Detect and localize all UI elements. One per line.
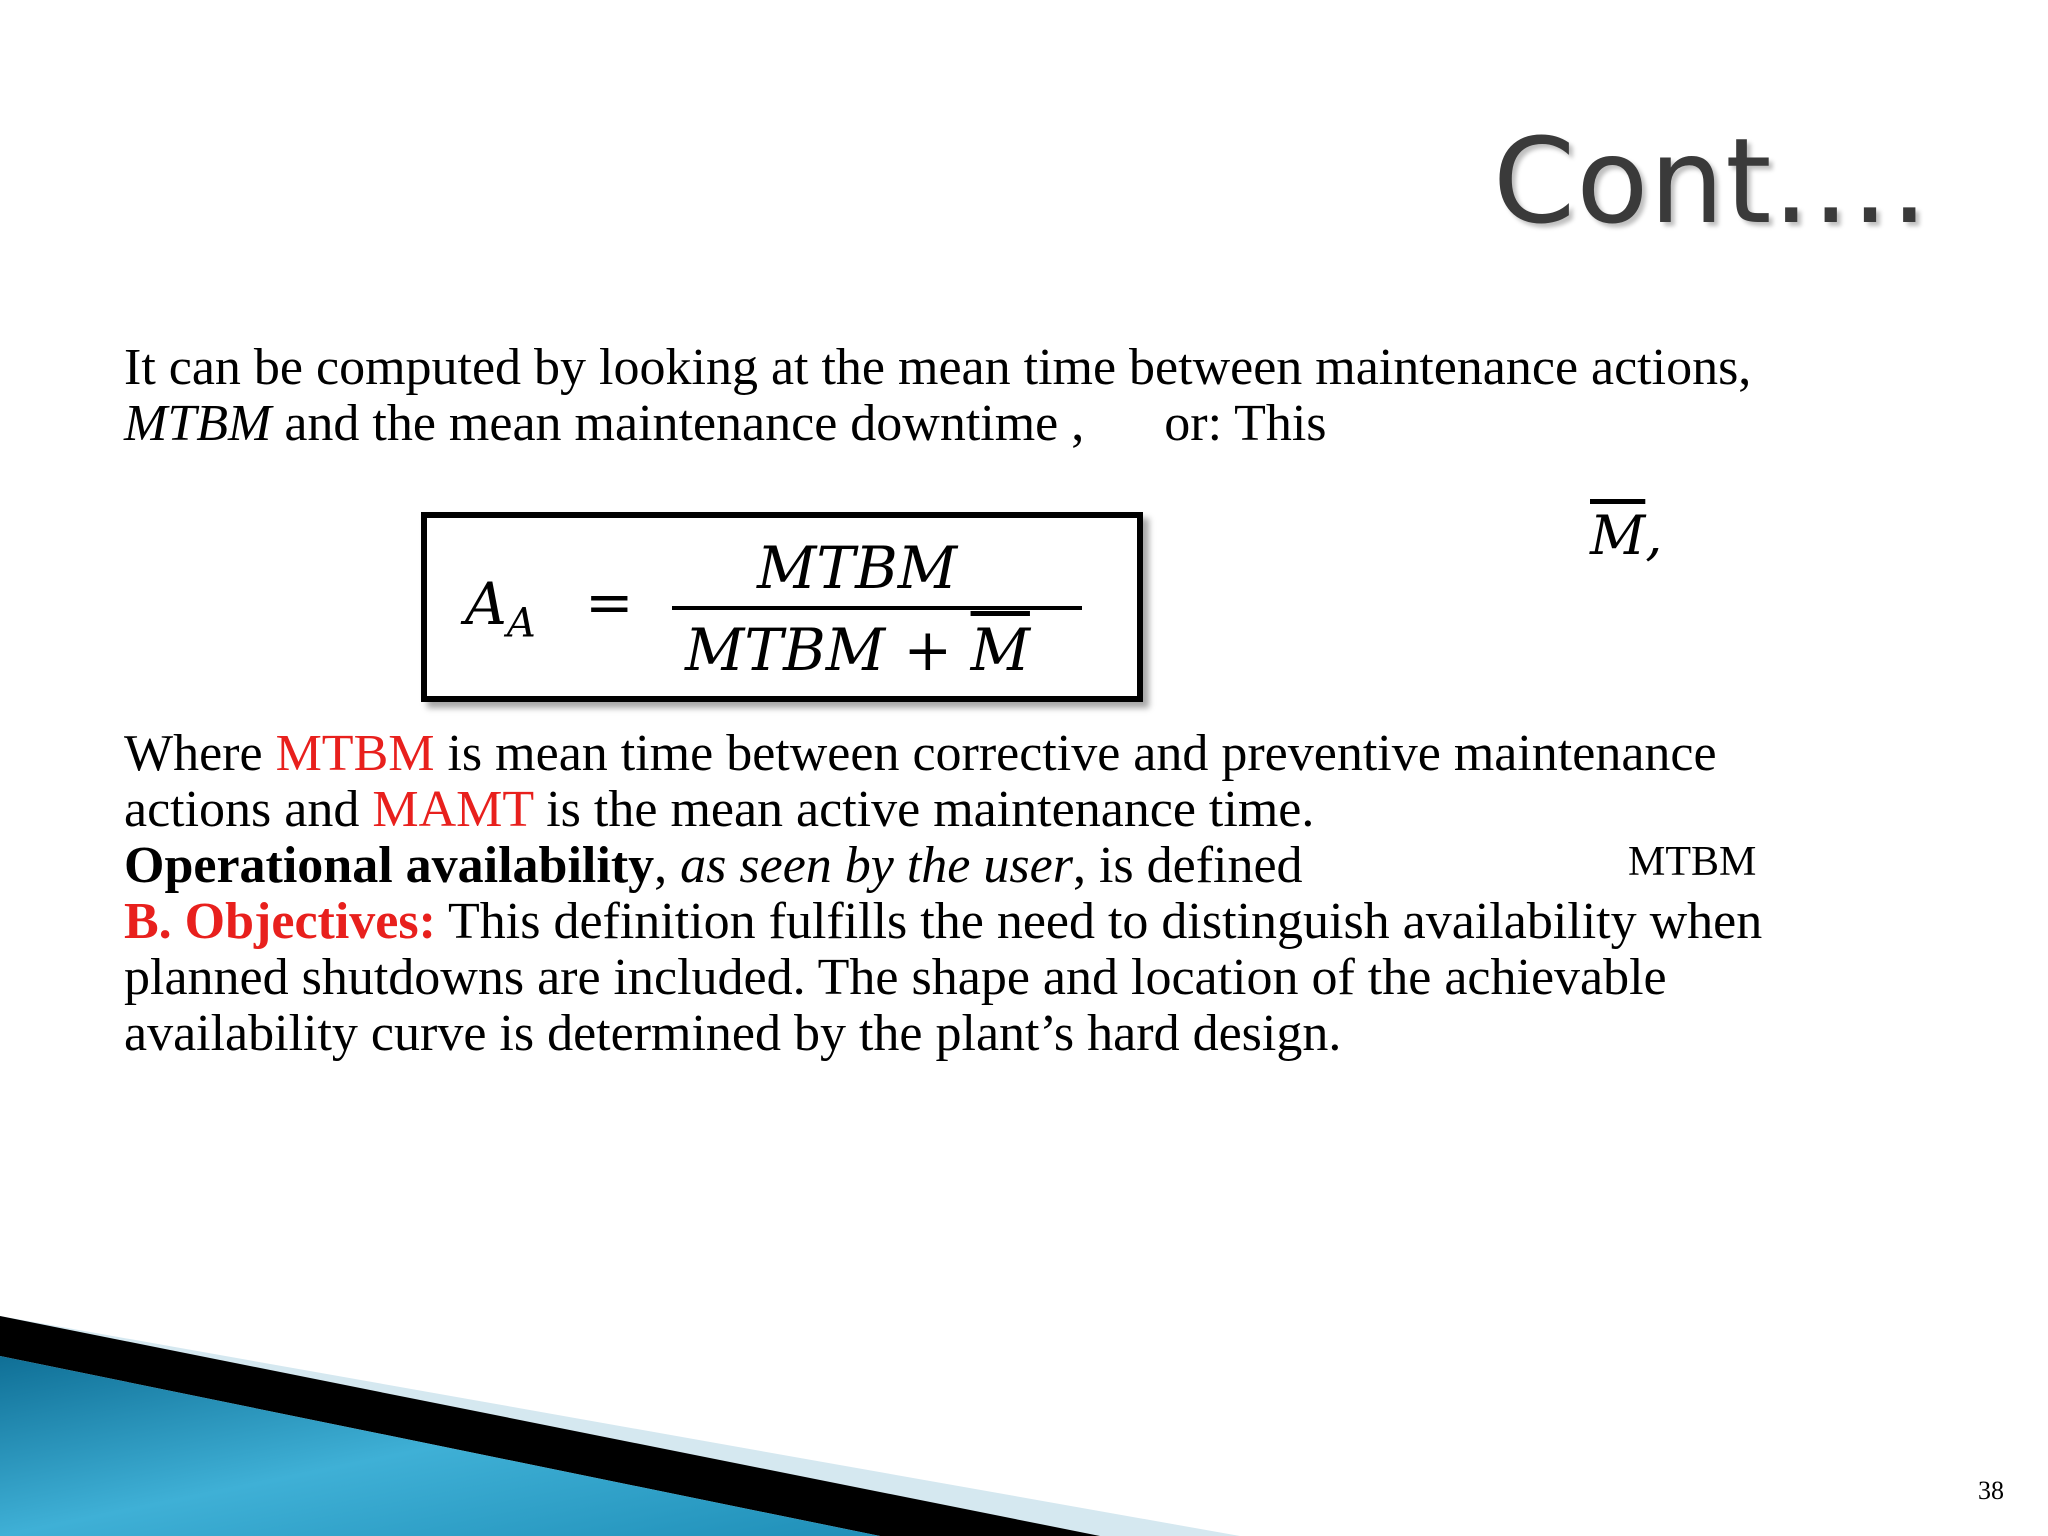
intro-line-1: It can be computed by looking at the mean time between maintenance actions,: [124, 339, 1752, 396]
def-line-1: Where MTBM is mean time between corrective and preventive maintenance: [124, 725, 1717, 782]
mtbm-red: MTBM: [275, 725, 435, 782]
page-number: 38: [1978, 1476, 2004, 1505]
intro-line-2-mid: and the mean maintenance downtime ,: [271, 395, 1085, 452]
operational-availability: Operational availability: [124, 837, 655, 894]
formula-denominator: MTBM + $\overline{M}$: [685, 616, 1030, 684]
availability-formula: [421, 512, 1143, 702]
swoosh-blue-band: [0, 1356, 880, 1536]
decorative-swoosh: [0, 1276, 2048, 1536]
intro-line-2: [124, 396, 1751, 452]
intro-line-2-end: or: This: [1164, 395, 1327, 452]
fraction-bar: [672, 606, 1082, 610]
def-line-5: planned shutdowns are included. The shape and location of the achievable: [124, 949, 1667, 1006]
def-line-2: actions and MAMT is the mean active maintenance time.: [124, 781, 1315, 838]
formula-lhs: $A_A$: [465, 570, 536, 647]
mtbm-label-small: MTBM: [1628, 839, 1757, 885]
slide-title: Cont.…: [1492, 112, 1930, 250]
def-line-3: Operational availability, as seen by the user, is defined: [124, 837, 1303, 894]
def-line-6: availability curve is determined by the plant’s hard design.: [124, 1005, 1342, 1062]
mamt-red: MAMT: [372, 781, 534, 838]
formula-equals: =: [585, 568, 634, 636]
def-line-4: B. Objectives: This definition fulfills the need to distinguish availability when: [124, 893, 1763, 950]
intro-paragraph: [124, 340, 1751, 452]
formula-numerator: MTBM: [757, 534, 958, 602]
m-bar-symbol: $\overline{M}$,: [1590, 504, 1663, 567]
objectives-heading: B. Objectives:: [124, 893, 436, 950]
mtbm-italic: MTBM: [124, 395, 272, 452]
definitions-paragraph: [124, 726, 1762, 1062]
